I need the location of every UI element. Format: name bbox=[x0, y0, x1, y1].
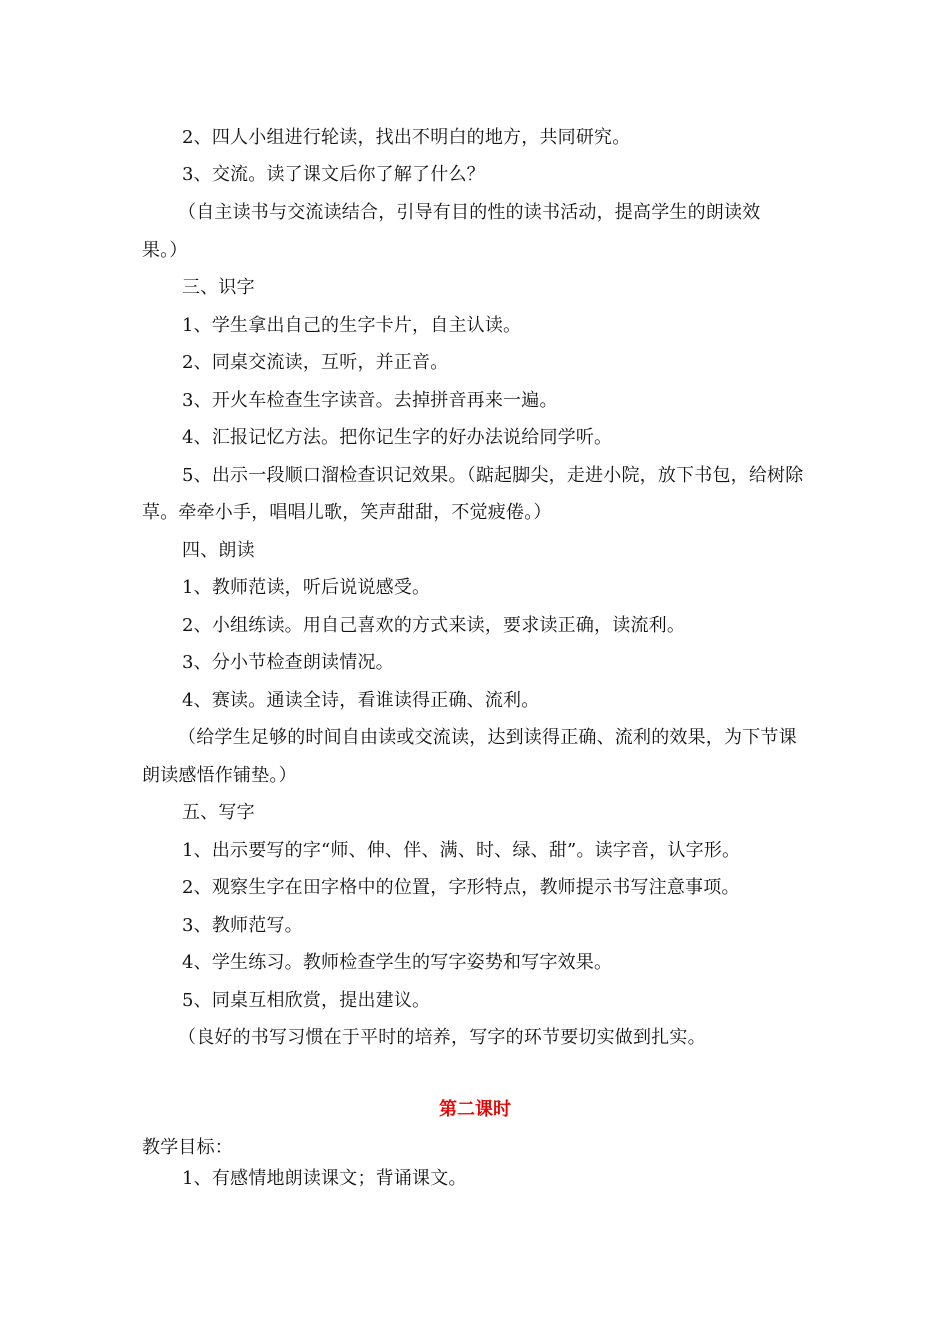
objectives-label: 教学目标： bbox=[142, 1137, 233, 1158]
section-heading: 五、写字 bbox=[182, 802, 255, 823]
text-line: 5、出示一段顺口溜检查识记效果。（踮起脚尖，走进小院，放下书包，给树除 bbox=[182, 465, 804, 486]
text-line: 1、学生拿出自己的生字卡片，自主认读。 bbox=[182, 315, 522, 336]
text-line: 2、四人小组进行轮读，找出不明白的地方，共同研究。 bbox=[182, 127, 631, 148]
section-heading: 四、朗读 bbox=[182, 540, 255, 561]
section-heading: 三、识字 bbox=[182, 277, 255, 298]
text-line: 1、出示要写的字“师、伸、伴、满、时、绿、甜”。读字音，认字形。 bbox=[182, 840, 741, 861]
text-line: 4、学生练习。教师检查学生的写字姿势和写字效果。 bbox=[182, 952, 613, 973]
text-line: 4、汇报记忆方法。把你记生字的好办法说给同学听。 bbox=[182, 427, 613, 448]
text-line: 3、教师范写。 bbox=[182, 915, 303, 936]
text-line: 4、赛读。通读全诗，看谁读得正确、流利。 bbox=[182, 690, 540, 711]
text-line: 5、同桌互相欣赏，提出建议。 bbox=[182, 990, 431, 1011]
objective-item: 1、有感情地朗读课文；背诵课文。 bbox=[182, 1168, 467, 1189]
text-line: 3、开火车检查生字读音。去掉拼音再来一遍。 bbox=[182, 390, 558, 411]
text-line: 2、观察生字在田字格中的位置，字形特点，教师提示书写注意事项。 bbox=[182, 877, 740, 898]
text-line: 朗读感悟作铺垫。） bbox=[142, 765, 297, 786]
text-line: （良好的书写习惯在于平时的培养，写字的环节要切实做到扎实。 bbox=[178, 1027, 706, 1048]
text-line: 2、同桌交流读，互听，并正音。 bbox=[182, 352, 449, 373]
section-title: 第二课时 bbox=[439, 1099, 511, 1120]
text-line: 3、分小节检查朗读情况。 bbox=[182, 652, 394, 673]
text-line: （给学生足够的时间自由读或交流读，达到读得正确、流利的效果，为下节课 bbox=[178, 727, 797, 748]
text-line: （自主读书与交流读结合，引导有目的性的读书活动，提高学生的朗读效 bbox=[178, 202, 761, 223]
text-line: 果。） bbox=[142, 240, 188, 261]
text-line: 3、交流。读了课文后你了解了什么？ bbox=[182, 164, 485, 185]
text-line: 1、教师范读，听后说说感受。 bbox=[182, 577, 431, 598]
text-line: 草。牵牵小手，唱唱儿歌，笑声甜甜，不觉疲倦。） bbox=[142, 502, 552, 523]
text-line: 2、小组练读。用自己喜欢的方式来读，要求读正确，读流利。 bbox=[182, 615, 686, 636]
